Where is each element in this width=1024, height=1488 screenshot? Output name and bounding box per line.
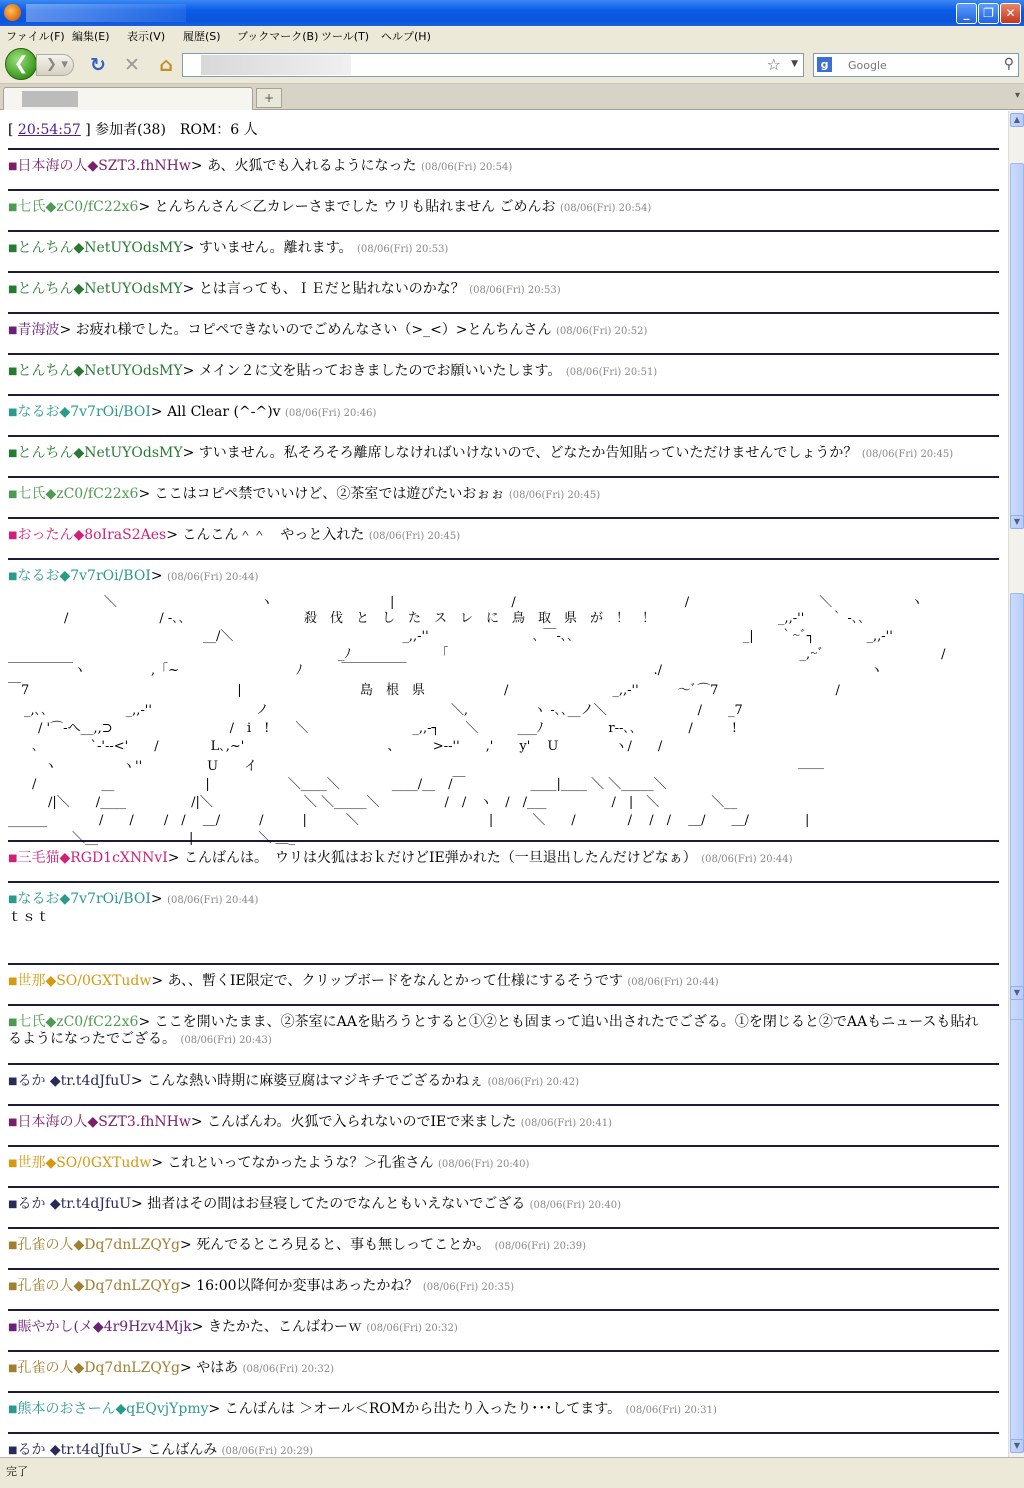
scroll-bottom-arrow[interactable]: ▼: [1010, 1439, 1024, 1453]
post-body: [8, 568, 999, 586]
name-separator: >: [166, 527, 183, 543]
poster-trip: ◆Dq7dnLZQYg: [73, 1278, 180, 1294]
chat-post: [8, 1104, 999, 1145]
poster-trip: ◆SZT3.fhNHw: [87, 1114, 191, 1130]
poster-name: 七氏: [17, 1014, 46, 1030]
room-header: [8, 119, 258, 139]
name-separator: >: [182, 281, 199, 297]
chat-post: [8, 1432, 999, 1457]
aa-title-text: 殺 伐 と し た ス レ に 鳥 取 県 が ！ ！: [304, 611, 656, 626]
user-color-square-icon: ■: [8, 530, 18, 541]
poster-trip: ◆Dq7dnLZQYg: [73, 1237, 180, 1253]
poster-name: とんちん: [17, 281, 74, 297]
post-timestamp: (08/06(Fri) 20:54): [560, 203, 652, 214]
reload-icon[interactable]: ↻: [90, 54, 106, 76]
chat-post: [8, 1268, 999, 1309]
post-message: あ、、暫くIE限定で、クリップボードをなんとかって仕様にするそうです: [167, 973, 623, 989]
url-blurred: [201, 55, 351, 75]
minimize-button[interactable]: _: [956, 3, 977, 24]
search-icon[interactable]: ⚲: [1003, 56, 1014, 72]
post-timestamp: (08/06(Fri) 20:44): [701, 854, 793, 865]
post-message: すいません。離れます。: [198, 240, 353, 256]
post-divider: [8, 189, 999, 191]
post-message: お疲れ様でした。コピペできないのでごめんなさい（>_<）>とんちんさん: [75, 322, 552, 338]
menu-edit[interactable]: 編集(E): [72, 30, 110, 43]
post-body: [8, 158, 999, 176]
name-separator: >: [131, 1442, 148, 1457]
name-separator: >: [182, 363, 199, 379]
post-timestamp: (08/06(Fri) 20:45): [368, 531, 461, 542]
name-separator: >: [138, 486, 155, 502]
poster-trip: ◆7v7rOi/BOI: [59, 404, 151, 420]
poster-name: 孔雀の人: [17, 1360, 74, 1376]
chat-post: [8, 517, 999, 558]
menu-view[interactable]: 表示(V): [127, 30, 166, 43]
chat-post: [8, 1004, 999, 1063]
post-body: [8, 1155, 999, 1173]
user-color-square-icon: ■: [8, 1281, 18, 1292]
post-divider: [8, 1227, 999, 1229]
post-divider: [8, 1063, 999, 1065]
poster-name: 賑やかし(メ: [17, 1319, 93, 1335]
poster-name: るか: [17, 1073, 46, 1089]
post-divider: [8, 881, 999, 883]
post-message: こんばんは。 ウリは火狐はおｋだけどIE弾かれた（一旦退出したんだけどなぁ）: [184, 850, 697, 866]
poster-trip: ◆tr.t4dJfuU: [45, 1442, 132, 1457]
post-timestamp: (08/06(Fri) 20:46): [285, 408, 377, 419]
post-message: とは言っても、ＩＥだと貼れないのかな？: [198, 281, 465, 297]
poster-name: 世那: [17, 973, 46, 989]
new-tab-button[interactable]: +: [256, 88, 282, 108]
ascii-art: ＼ ヽ | / / ＼ ヽ / / -､､ 殺 伐 と し た ス レ に 鳥 取 県 が ！ ！ _,,-'' ｀ -､､ __/＼ _,,-'' ､ ￣-､､ _| ｀~ﾞ┐ _,,-'' _ﾉ ｢ _,~ﾞ / ￣￣￣￣￣ヽ ,「~ ﾉ ￣￣￣￣￣ ./ ヽ ￣7 | 島 根 県 / _,,-'' ～ﾞ⌒7 / _,､､ _,,-'' ノ ＼, ヽ -､､__ノ＼ / _7 / '⌒-へ__,,⊃ / i ! ＼ _,,-┐ ＼ ___ﾉ r--､､ / ! ､ `-'--<' / L､,~' 、 >--'' ,' y' U ヽ/ / ヽ ヽ'' U イ ____ / __ | ＼____＼ ____/__ /￣ ____|____ ＼ ＼_____＼ /|＼ /____ /|＼ ＼ ＼_____＼ / / ヽ / /___ / | ＼ ＼__ ______ / / / / ＿/ / | ＼ | ＼ / / / / ＿/ ＿/ | ＼__ | ＼ ＿_: [8, 595, 946, 846]
chat-post: [8, 312, 999, 353]
post-timestamp: (08/06(Fri) 20:40): [529, 1200, 621, 1211]
status-bar: [0, 1457, 1024, 1488]
post-timestamp: (08/06(Fri) 20:45): [861, 449, 954, 460]
user-color-square-icon: ■: [8, 243, 18, 254]
chat-post: [8, 1186, 999, 1227]
post-divider: [8, 230, 999, 232]
window-title-blurred: [26, 4, 186, 22]
user-color-square-icon: ■: [8, 1199, 18, 1210]
chat-post: [8, 148, 999, 189]
post-divider: [8, 963, 999, 965]
menu-bar: [0, 26, 1024, 44]
post-body: [8, 1278, 999, 1296]
poster-trip: ◆NetUYOdsMY: [73, 363, 183, 379]
chat-post: [8, 476, 999, 517]
name-separator: >: [150, 891, 168, 907]
post-timestamp: (08/06(Fri) 20:39): [494, 1241, 586, 1252]
post-divider: [8, 1145, 999, 1147]
search-input[interactable]: [848, 57, 996, 73]
post-message: これといってなかったような？＞孔雀さん: [167, 1155, 434, 1171]
name-separator: >: [182, 240, 199, 256]
post-divider: [8, 517, 999, 519]
user-color-square-icon: ■: [8, 1017, 18, 1028]
url-bar[interactable]: [182, 53, 804, 77]
post-message: きたかた、こんばわーｗ: [207, 1319, 362, 1335]
post-message: やはあ: [196, 1360, 239, 1376]
post-divider: [8, 312, 999, 314]
post-divider: [8, 476, 999, 478]
back-button[interactable]: ❮: [5, 48, 37, 80]
chat-post: [8, 963, 999, 1004]
poster-name: 孔雀の人: [17, 1278, 74, 1294]
post-divider: [8, 1350, 999, 1352]
post-message: こんこん＾＾ やっと入れた: [182, 527, 365, 543]
poster-trip: ◆Dq7dnLZQYg: [73, 1360, 180, 1376]
stop-icon[interactable]: ✕: [124, 54, 140, 76]
poster-name: なるお: [17, 568, 60, 584]
post-body: [8, 1114, 999, 1132]
post-body: [8, 1360, 999, 1378]
poster-name: 七氏: [17, 486, 46, 502]
poster-name: 世那: [17, 1155, 46, 1171]
aa-shimane-text: 島 根 県: [360, 683, 426, 698]
scroll-thumb-3[interactable]: [1010, 1019, 1024, 1449]
user-color-square-icon: ■: [8, 448, 18, 459]
user-color-square-icon: ■: [8, 1240, 18, 1251]
post-body: [8, 281, 999, 299]
user-color-square-icon: ■: [8, 571, 18, 582]
post-timestamp: (08/06(Fri) 20:44): [167, 572, 259, 583]
name-separator: >: [182, 445, 199, 461]
close-button[interactable]: ✕: [1000, 3, 1021, 24]
maximize-button[interactable]: ❐: [978, 3, 999, 24]
tab-bar: [0, 84, 1024, 110]
poster-trip: ◆7v7rOi/BOI: [59, 568, 151, 584]
menu-tools[interactable]: ツール(T): [321, 30, 370, 43]
poster-name: なるお: [17, 891, 60, 907]
post-divider: [8, 558, 999, 560]
chat-post: [8, 1063, 999, 1104]
menu-file[interactable]: ファイル(F): [6, 30, 65, 43]
post-timestamp: (08/06(Fri) 20:53): [469, 285, 561, 296]
post-body: [8, 1014, 999, 1049]
chat-post: [8, 353, 999, 394]
chat-post: [8, 1145, 999, 1186]
post-timestamp: (08/06(Fri) 20:42): [487, 1077, 579, 1088]
post-timestamp: (08/06(Fri) 20:40): [438, 1159, 530, 1170]
poster-name: 三毛猫: [17, 850, 60, 866]
post-divider: [8, 353, 999, 355]
name-separator: >: [190, 1114, 208, 1130]
poster-trip: ◆8oIraS2Aes: [73, 527, 167, 543]
post-message: 16:00以降何か変事はあったかね？: [196, 1278, 419, 1294]
user-color-square-icon: ■: [8, 489, 18, 500]
name-separator: >: [151, 973, 168, 989]
chat-post: [8, 1227, 999, 1268]
post-divider: [8, 1104, 999, 1106]
poster-trip: ◆4r9Hzv4Mjk: [92, 1319, 192, 1335]
post-divider: [8, 1186, 999, 1188]
poster-trip: ◆tr.t4dJfuU: [45, 1196, 132, 1212]
poster-name: 孔雀の人: [17, 1237, 74, 1253]
post-message: すいません。私そろそろ離席しなければいけないので、どなたか告知貼っていただけませんでしょうか？: [198, 445, 858, 461]
scroll-up-arrow[interactable]: ▲: [1010, 113, 1024, 127]
poster-trip: ◆zC0/fC22x6: [45, 486, 139, 502]
user-color-square-icon: ■: [8, 1363, 18, 1374]
post-divider: [8, 1391, 999, 1393]
name-separator: >: [191, 1319, 208, 1335]
post-divider: [8, 1309, 999, 1311]
post-timestamp: (08/06(Fri) 20:29): [221, 1446, 313, 1457]
header-bracket: [: [8, 122, 18, 138]
poster-name: 青海波: [17, 322, 60, 338]
post-body: [8, 891, 999, 926]
title-bar: [0, 0, 1024, 26]
post-message: ここを開いたまま、②茶室にAAを貼ろうとすると①②とも固まって追い出されたでござる。①を閉じると②でAAもニュースも貼れ: [154, 1014, 979, 1030]
participant-info: ] 参加者(38) ROM：6 人: [80, 122, 258, 138]
poster-trip: ◆zC0/fC22x6: [45, 199, 139, 215]
name-separator: >: [150, 404, 168, 420]
status-text: 完了: [6, 1465, 28, 1478]
post-body: [8, 199, 999, 217]
scroll-down-arrow-2[interactable]: ▼: [1010, 986, 1024, 1000]
name-separator: >: [180, 1360, 197, 1376]
post-timestamp: (08/06(Fri) 20:45): [508, 490, 601, 501]
poster-name: とんちん: [17, 363, 74, 379]
user-color-square-icon: ■: [8, 161, 18, 172]
user-color-square-icon: ■: [8, 1076, 18, 1087]
post-timestamp: (08/06(Fri) 20:51): [565, 367, 658, 378]
post-message: こんばんわ。火狐で入られないのでIEで来ました: [207, 1114, 517, 1130]
poster-name: 熊本のおさーん: [17, 1401, 116, 1417]
post-body: [8, 973, 999, 991]
chat-post: [8, 394, 999, 435]
post-divider: [8, 1268, 999, 1270]
post-message: 拙者はその間はお昼寝してたのでなんともいえないでござる: [147, 1196, 526, 1212]
post-message: こんばんみ: [147, 1442, 218, 1457]
user-color-square-icon: ■: [8, 407, 18, 418]
post-divider: [8, 1432, 999, 1434]
forward-button[interactable]: ❯ ▾: [36, 54, 74, 76]
tab-title-blurred: [22, 91, 78, 107]
scroll-thumb[interactable]: [1010, 163, 1024, 523]
poster-name: 七氏: [17, 199, 46, 215]
name-separator: >: [131, 1073, 148, 1089]
post-message: メイン２に文を貼っておきましたのでお願いいたします。: [198, 363, 562, 379]
tab-list-icon[interactable]: ▾: [1014, 90, 1020, 101]
name-separator: >: [151, 1155, 168, 1171]
poster-name: なるお: [17, 404, 60, 420]
post-message: ここはコピペ禁でいいけど、②茶室では遊びたいおぉぉ: [154, 486, 505, 502]
poster-name: おったん: [17, 527, 74, 543]
name-separator: >: [138, 1014, 155, 1030]
post-divider: [8, 394, 999, 396]
poster-name: とんちん: [17, 240, 74, 256]
poster-trip: ◆SZT3.fhNHw: [87, 158, 191, 174]
post-timestamp: (08/06(Fri) 20:53): [357, 244, 449, 255]
post-timestamp: (08/06(Fri) 20:41): [520, 1118, 613, 1129]
post-body: [8, 1237, 999, 1255]
user-color-square-icon: ■: [8, 366, 18, 377]
menu-bookmarks[interactable]: ブックマーク(B): [237, 30, 319, 43]
user-color-square-icon: ■: [8, 1445, 18, 1456]
name-separator: >: [180, 1237, 197, 1253]
post-body: [8, 1401, 999, 1419]
poster-trip: ◆tr.t4dJfuU: [45, 1073, 132, 1089]
post-timestamp: (08/06(Fri) 20:44): [627, 977, 719, 988]
name-separator: >: [208, 1401, 225, 1417]
vertical-scrollbar[interactable]: [1008, 111, 1024, 1457]
poster-trip: ◆NetUYOdsMY: [73, 240, 183, 256]
post-body: [8, 1319, 999, 1337]
post-message-continued: るようになったでござる。: [8, 1031, 176, 1047]
poster-name: るか: [17, 1196, 46, 1212]
post-message: こんな熱い時期に麻婆豆腐はマジキチでござるかねぇ: [147, 1073, 484, 1089]
home-icon[interactable]: ⌂: [159, 54, 173, 76]
chat-post: [8, 230, 999, 271]
chat-post: [8, 1391, 999, 1432]
post-body: [8, 486, 999, 504]
post-message: とんちんさん＜乙カレーさまでした ウリも貼れません ごめんお: [154, 199, 556, 215]
poster-trip: ◆zC0/fC22x6: [45, 1014, 139, 1030]
poster-trip: ◆NetUYOdsMY: [73, 445, 183, 461]
post-divider: [8, 148, 999, 150]
google-icon[interactable]: g: [817, 57, 832, 72]
poster-trip: ◆SO/0GXTudw: [45, 973, 152, 989]
chat-post: [8, 435, 999, 476]
poster-name: 日本海の人: [17, 158, 88, 174]
user-color-square-icon: ■: [8, 1158, 18, 1169]
chat-post: [8, 271, 999, 312]
post-body: [8, 240, 999, 258]
name-separator: >: [59, 322, 76, 338]
post-divider: [8, 435, 999, 437]
chat-page: [0, 111, 1008, 1457]
post-body: [8, 404, 999, 422]
post-timestamp: (08/06(Fri) 20:31): [625, 1405, 717, 1416]
post-body: [8, 445, 999, 463]
name-separator: >: [138, 199, 155, 215]
user-color-square-icon: ■: [8, 853, 18, 864]
name-separator: >: [131, 1196, 148, 1212]
chat-post: [8, 881, 999, 963]
post-body: [8, 363, 999, 381]
navigation-toolbar: [0, 44, 1024, 84]
post-message: All Clear (^-^)v: [167, 404, 281, 420]
chat-post: [8, 1350, 999, 1391]
name-separator: >: [150, 568, 168, 584]
post-timestamp: (08/06(Fri) 20:52): [556, 326, 648, 337]
name-separator: >: [190, 158, 208, 174]
menu-help[interactable]: ヘルプ(H): [381, 30, 431, 43]
post-divider: [8, 271, 999, 273]
post-body: [8, 1196, 999, 1214]
name-separator: >: [180, 1278, 197, 1294]
search-box[interactable]: [813, 53, 1019, 77]
refresh-time-link[interactable]: 20:54:57: [17, 122, 81, 138]
url-dropdown-icon[interactable]: ▼: [791, 59, 798, 69]
post-message: こんばんは ＞オール＜ROMから出たり入ったり･･･してます。: [224, 1401, 622, 1417]
poster-name: るか: [17, 1442, 46, 1457]
post-timestamp: (08/06(Fri) 20:32): [242, 1364, 334, 1375]
post-timestamp: (08/06(Fri) 20:54): [420, 162, 513, 173]
post-divider: [8, 1004, 999, 1006]
user-color-square-icon: ■: [8, 1322, 18, 1333]
chat-post: [8, 189, 999, 230]
post-timestamp: (08/06(Fri) 20:32): [366, 1323, 458, 1334]
post-timestamp: (08/06(Fri) 20:35): [422, 1282, 515, 1293]
scroll-down-arrow[interactable]: ▼: [1010, 515, 1024, 529]
post-message: あ、火狐でも入れるようになった: [207, 158, 417, 174]
post-message: 死んでるところ見ると、事も無しってことか。: [196, 1237, 491, 1253]
poster-name: とんちん: [17, 445, 74, 461]
firefox-icon: [4, 4, 21, 21]
post-body: [8, 1073, 999, 1091]
tab-active[interactable]: [3, 87, 253, 110]
poster-trip: ◆RGD1cXNNvI: [59, 850, 168, 866]
post-timestamp: (08/06(Fri) 20:43): [180, 1035, 272, 1046]
menu-history[interactable]: 履歴(S): [183, 30, 221, 43]
poster-trip: ◆NetUYOdsMY: [73, 281, 183, 297]
post-timestamp: (08/06(Fri) 20:44): [167, 895, 259, 906]
post-body: [8, 322, 999, 340]
post-message-continued: ｔｓｔ: [8, 909, 50, 925]
user-color-square-icon: ■: [8, 1117, 18, 1128]
poster-trip: ◆SO/0GXTudw: [45, 1155, 152, 1171]
user-color-square-icon: ■: [8, 976, 18, 987]
chat-post: [8, 1309, 999, 1350]
poster-trip: ◆qEQvjYpmy: [115, 1401, 209, 1417]
user-color-square-icon: ■: [8, 1404, 18, 1415]
user-color-square-icon: ■: [8, 202, 18, 213]
bookmark-star-icon[interactable]: ☆: [766, 55, 781, 74]
name-separator: >: [167, 850, 185, 866]
poster-trip: ◆7v7rOi/BOI: [59, 891, 151, 907]
user-color-square-icon: ■: [8, 325, 18, 336]
poster-name: 日本海の人: [17, 1114, 88, 1130]
post-body: [8, 527, 999, 545]
user-color-square-icon: ■: [8, 894, 18, 905]
post-body: [8, 1442, 999, 1457]
user-color-square-icon: ■: [8, 284, 18, 295]
